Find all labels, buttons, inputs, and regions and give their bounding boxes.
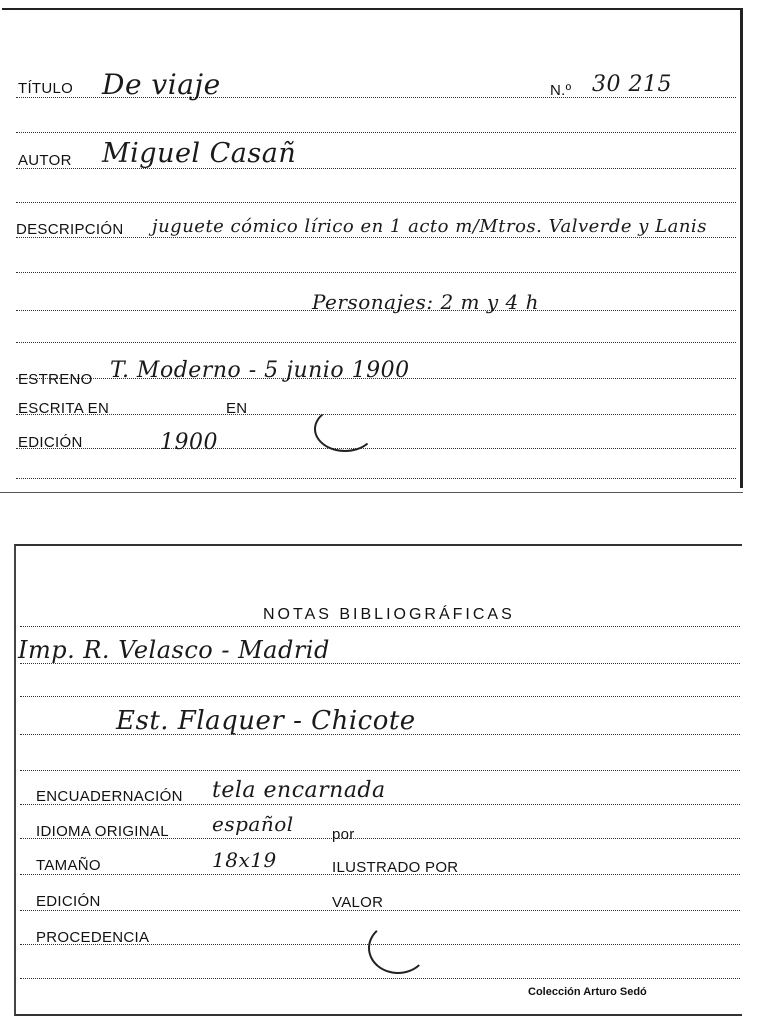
rule	[16, 448, 736, 449]
tamano-value: 18x19	[212, 848, 277, 872]
punch-hole-icon	[368, 922, 428, 974]
rule	[16, 342, 736, 343]
rule	[20, 696, 740, 697]
rule	[20, 770, 740, 771]
number-label: N.º	[550, 82, 572, 99]
edicion2-label: EDICIÓN	[36, 893, 101, 910]
tamano-label: TAMAÑO	[36, 857, 101, 874]
punch-hole-icon	[314, 406, 376, 452]
notas-header: NOTAS BIBLIOGRÁFICAS	[263, 606, 515, 623]
divider	[0, 492, 743, 493]
por-label: por	[332, 826, 355, 843]
catalog-card-back	[14, 544, 742, 1016]
en-label: EN	[226, 400, 248, 417]
descripcion-label: DESCRIPCIÓN	[16, 221, 124, 238]
encuadernacion-label: ENCUADERNACIÓN	[36, 788, 183, 805]
encuadernacion-value: tela encarnada	[212, 778, 386, 803]
idioma-label: IDIOMA ORIGINAL	[36, 823, 169, 840]
autor-label: AUTOR	[18, 152, 72, 169]
estreno-value: T. Moderno - 5 junio 1900	[110, 358, 410, 383]
escrita-label: ESCRITA EN	[18, 400, 110, 417]
rule	[16, 272, 736, 273]
note-line-2: Est. Flaquer - Chicote	[116, 706, 416, 736]
valor-label: VALOR	[332, 894, 384, 911]
procedencia-label: PROCEDENCIA	[36, 929, 150, 946]
autor-value: Miguel Casañ	[102, 138, 297, 169]
personajes-value: Personajes: 2 m y 4 h	[312, 290, 539, 314]
note-line-1: Imp. R. Velasco - Madrid	[18, 636, 330, 664]
number-value: 30 215	[592, 72, 672, 97]
edicion-label: EDICIÓN	[18, 434, 83, 451]
rule	[16, 132, 736, 133]
edicion-value: 1900	[160, 430, 218, 455]
idioma-value: español	[212, 812, 294, 836]
rule	[20, 626, 740, 627]
titulo-label: TÍTULO	[18, 80, 74, 97]
coleccion-stamp: Colección Arturo Sedó	[528, 986, 647, 998]
catalog-card-front	[2, 8, 743, 488]
rule	[20, 978, 740, 979]
rule	[16, 478, 736, 479]
rule	[16, 202, 736, 203]
estreno-label: ESTRENO	[18, 371, 93, 388]
ilustrado-label: ILUSTRADO POR	[332, 859, 459, 876]
rule	[16, 414, 736, 415]
titulo-value: De viaje	[102, 68, 221, 101]
descripcion-value: juguete cómico lírico en 1 acto m/Mtros. Valverde y Lanis	[152, 216, 707, 237]
rule	[16, 237, 736, 238]
